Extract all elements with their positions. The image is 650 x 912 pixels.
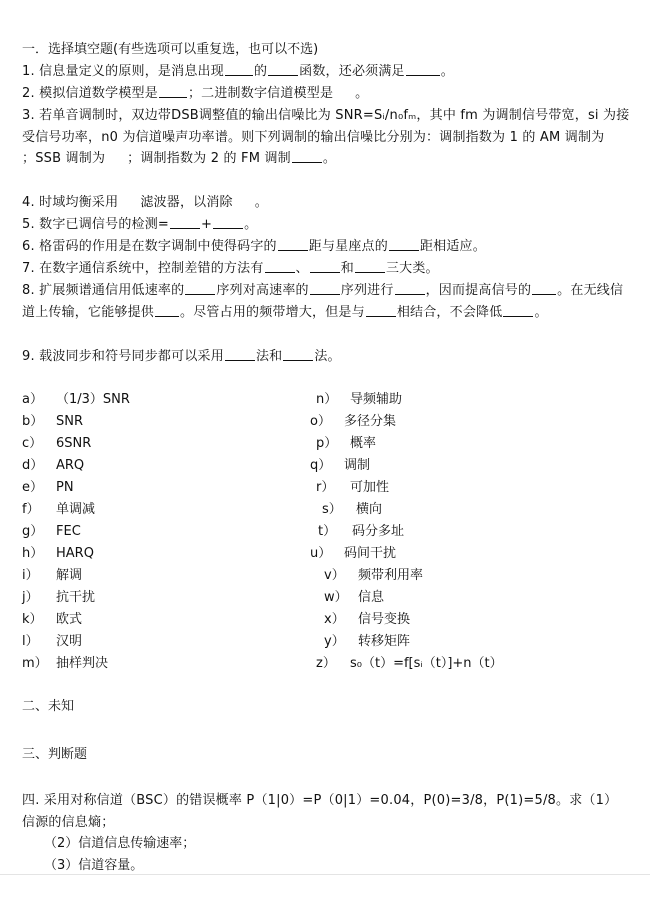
option-b[interactable]: b） SNR <box>22 414 84 429</box>
answer-blank[interactable] <box>268 63 298 76</box>
section-4-sub-2: （2）信道信息传输速率； <box>44 836 196 851</box>
answer-blank[interactable] <box>155 304 179 317</box>
question-9: 9. 载波同步和符号同步都可以采用 法和 法。 <box>22 349 341 364</box>
option-w[interactable]: w） 信息 <box>324 590 385 605</box>
answer-blank[interactable] <box>185 282 215 295</box>
answer-blank[interactable] <box>355 260 385 273</box>
answer-blank[interactable] <box>532 282 556 295</box>
section-2-heading: 二、未知 <box>22 699 75 714</box>
answer-blank[interactable] <box>503 304 533 317</box>
option-d[interactable]: d） ARQ <box>22 458 85 473</box>
option-i[interactable]: i） 解调 <box>22 568 83 583</box>
option-e[interactable]: e） PN <box>22 480 74 495</box>
answer-blank[interactable] <box>278 238 308 251</box>
option-n[interactable]: n） 导频辅助 <box>316 392 403 407</box>
question-6: 6. 格雷码的作用是在数字调制中使得码字的 距与星座点的 距相适应。 <box>22 239 486 254</box>
section-1-heading: 一．选择填空题(有些选项可以重复选，也可以不选) <box>22 42 319 57</box>
answer-blank[interactable] <box>213 216 243 229</box>
answer-blank[interactable] <box>225 63 253 76</box>
option-p[interactable]: p） 概率 <box>316 436 377 451</box>
option-y[interactable]: y） 转移矩阵 <box>324 634 411 649</box>
option-q[interactable]: q） 调制 <box>310 458 371 473</box>
option-h[interactable]: h） HARQ <box>22 546 94 561</box>
answer-blank[interactable] <box>283 348 313 361</box>
answer-blank[interactable] <box>389 238 419 251</box>
question-5: 5. 数字已调信号的检测= + 。 <box>22 217 258 232</box>
answer-blank[interactable] <box>159 85 187 98</box>
answer-blank[interactable] <box>366 304 396 317</box>
answer-blank[interactable] <box>406 63 440 76</box>
option-t[interactable]: t） 码分多址 <box>318 524 405 539</box>
option-x[interactable]: x） 信号变换 <box>324 612 411 627</box>
page-bottom-divider <box>0 874 650 875</box>
option-v[interactable]: v） 频带利用率 <box>324 568 424 583</box>
option-z[interactable]: z） s₀（t）=f[sᵢ（t）]+n（t） <box>316 656 503 671</box>
answer-blank[interactable] <box>310 260 340 273</box>
option-g[interactable]: g） FEC <box>22 524 81 539</box>
option-r[interactable]: r） 可加性 <box>316 480 390 495</box>
option-a[interactable]: a） （1/3）SNR <box>22 392 130 407</box>
answer-blank[interactable] <box>310 282 340 295</box>
question-8: 8. 扩展频谱通信用低速率的 序列对高速率的 序列进行 ，因而提高信号的 。在无线信道上传输，它能够提供 。尽管占用的频带增大，但是与 相结合，不会降低 。 <box>22 283 624 320</box>
section-4-question: 四. 采用对称信道（BSC）的错误概率 P（1|0）=P（0|1）=0.04，P(0)=3/8，P(1)=5/8。求（1）信源的信息熵； <box>22 793 618 830</box>
question-7: 7. 在数字通信系统中，控制差错的方法有 、 和 三大类。 <box>22 261 439 276</box>
answer-blank[interactable] <box>225 348 255 361</box>
section-4-sub-3: （3）信道容量。 <box>44 858 144 873</box>
answer-blank[interactable] <box>170 216 200 229</box>
answer-blank[interactable] <box>265 260 295 273</box>
option-l[interactable]: l） 汉明 <box>22 634 83 649</box>
option-m[interactable]: m） 抽样判决 <box>22 656 109 671</box>
question-2: 2. 模拟信道数学模型是 ；二进制数字信道模型是 。 <box>22 86 369 101</box>
answer-blank[interactable] <box>395 282 425 295</box>
option-u[interactable]: u） 码间干扰 <box>310 546 397 561</box>
option-j[interactable]: j） 抗干扰 <box>22 590 96 605</box>
section-3-heading: 三、判断题 <box>22 747 88 762</box>
option-o[interactable]: o） 多径分集 <box>310 414 397 429</box>
question-4: 4. 时域均衡采用 滤波器，以消除 。 <box>22 195 268 210</box>
answer-blank[interactable] <box>292 150 322 163</box>
question-1: 1. 信息量定义的原则，是消息出现 的 函数，还必须满足 。 <box>22 64 454 79</box>
option-k[interactable]: k） 欧式 <box>22 612 83 627</box>
question-3: 3. 若单音调制时，双边带DSB调整值的输出信噪比为 SNR=Sᵢ/n₀fₘ，其中 fm 为调制信号带宽，si 为接受信号功率，n0 为信道噪声功率谱。则下列调制的输出信噪比分别为：调制指数为 1 的 AM 调制为；SSB 调制为 ；调制指数为 2 的 FM 调制 。 <box>22 108 630 167</box>
option-f[interactable]: f） 单调减 <box>22 502 96 517</box>
option-c[interactable]: c） 6SNR <box>22 436 92 451</box>
option-s[interactable]: s） 横向 <box>322 502 383 517</box>
